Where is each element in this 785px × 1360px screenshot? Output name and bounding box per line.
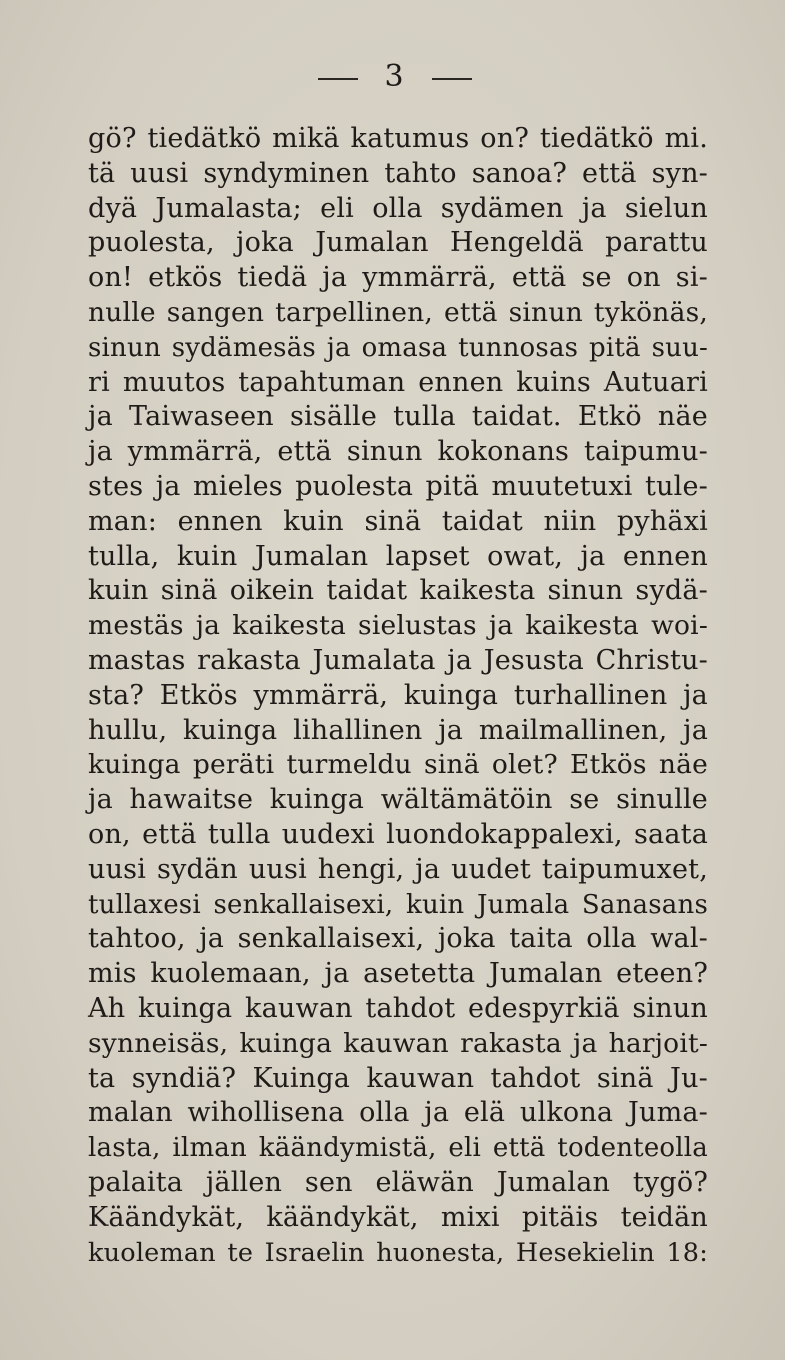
text-line: palaita jällen sen eläwän Jumalan tygö? xyxy=(88,1166,708,1198)
text-line: tullaxesi senkallaisexi, kuin Jumala Sanasans xyxy=(88,889,708,920)
text-line: puolesta, joka Jumalan Hengeldä parattu xyxy=(88,227,708,259)
text-line: ri muutos tapahtuman ennen kuins Autuari xyxy=(88,366,708,398)
text-line: lasta, ilman käändymistä, eli että todenteolla xyxy=(88,1133,708,1164)
text-line: hullu, kuinga lihallinen ja mailmallinen, ja xyxy=(88,714,708,746)
text-line: on! etkös tiedä ja ymmärrä, että se on si- xyxy=(88,262,708,294)
header-ornament-right xyxy=(432,78,472,80)
text-line: ja ymmärrä, että sinun kokonans taipumu- xyxy=(88,436,708,468)
text-line: ta syndiä? Kuinga kauwan tahdot sinä Ju- xyxy=(88,1062,708,1094)
page-header xyxy=(0,59,785,94)
text-line: ja hawaitse kuinga wältämätöin se sinulle xyxy=(88,784,708,816)
text-line: dyä Jumalasta; eli olla sydämen ja sielun xyxy=(88,192,708,224)
page-number: 3 xyxy=(384,59,404,94)
text-line: sta? Etkös ymmärrä, kuinga turhallinen ja xyxy=(88,679,708,711)
text-line: kuoleman te Israelin huonesta, Hesekielin 18: xyxy=(88,1237,708,1268)
text-line: nulle sangen tarpellinen, että sinun tykönäs, xyxy=(88,296,708,328)
text-line: kuin sinä oikein taidat kaikesta sinun sydä- xyxy=(88,575,708,607)
text-line: man: ennen kuin sinä taidat niin pyhäxi xyxy=(88,505,708,537)
text-line: gö? tiedätkö mikä katumus on? tiedätkö mi. xyxy=(88,123,708,154)
text-line: tulla, kuin Jumalan lapset owat, ja ennen xyxy=(88,540,708,572)
body-text xyxy=(88,122,708,1270)
text-line: tä uusi syndyminen tahto sanoa? että syn- xyxy=(88,157,708,189)
text-line: tahtoo, ja senkallaisexi, joka taita olla wal- xyxy=(88,923,708,955)
text-line: on, että tulla uudexi luondokappalexi, saata xyxy=(88,818,708,850)
text-line: kuinga peräti turmeldu sinä olet? Etkös näe xyxy=(88,749,708,781)
text-line: stes ja mieles puolesta pitä muutetuxi tule- xyxy=(88,470,708,502)
header-ornament-left xyxy=(318,78,358,80)
text-line: synneisäs, kuinga kauwan rakasta ja harjoit- xyxy=(88,1027,708,1059)
text-line: mis kuolemaan, ja asetetta Jumalan eteen? xyxy=(88,958,708,990)
text-line: Käändykät, käändykät, mixi pitäis teidän xyxy=(88,1201,708,1233)
text-line: ja Taiwaseen sisälle tulla taidat. Etkö näe xyxy=(88,401,708,433)
text-line: mestäs ja kaikesta sielustas ja kaikesta woi- xyxy=(88,610,708,642)
text-line: uusi sydän uusi hengi, ja uudet taipumuxet, xyxy=(88,853,708,885)
text-line: Ah kuinga kauwan tahdot edespyrkiä sinun xyxy=(88,992,708,1024)
text-line: malan wihollisena olla ja elä ulkona Juma- xyxy=(88,1097,708,1129)
text-line: mastas rakasta Jumalata ja Jesusta Christu- xyxy=(88,644,708,676)
text-line: sinun sydämesäs ja omasa tunnosas pitä suu- xyxy=(88,332,708,363)
